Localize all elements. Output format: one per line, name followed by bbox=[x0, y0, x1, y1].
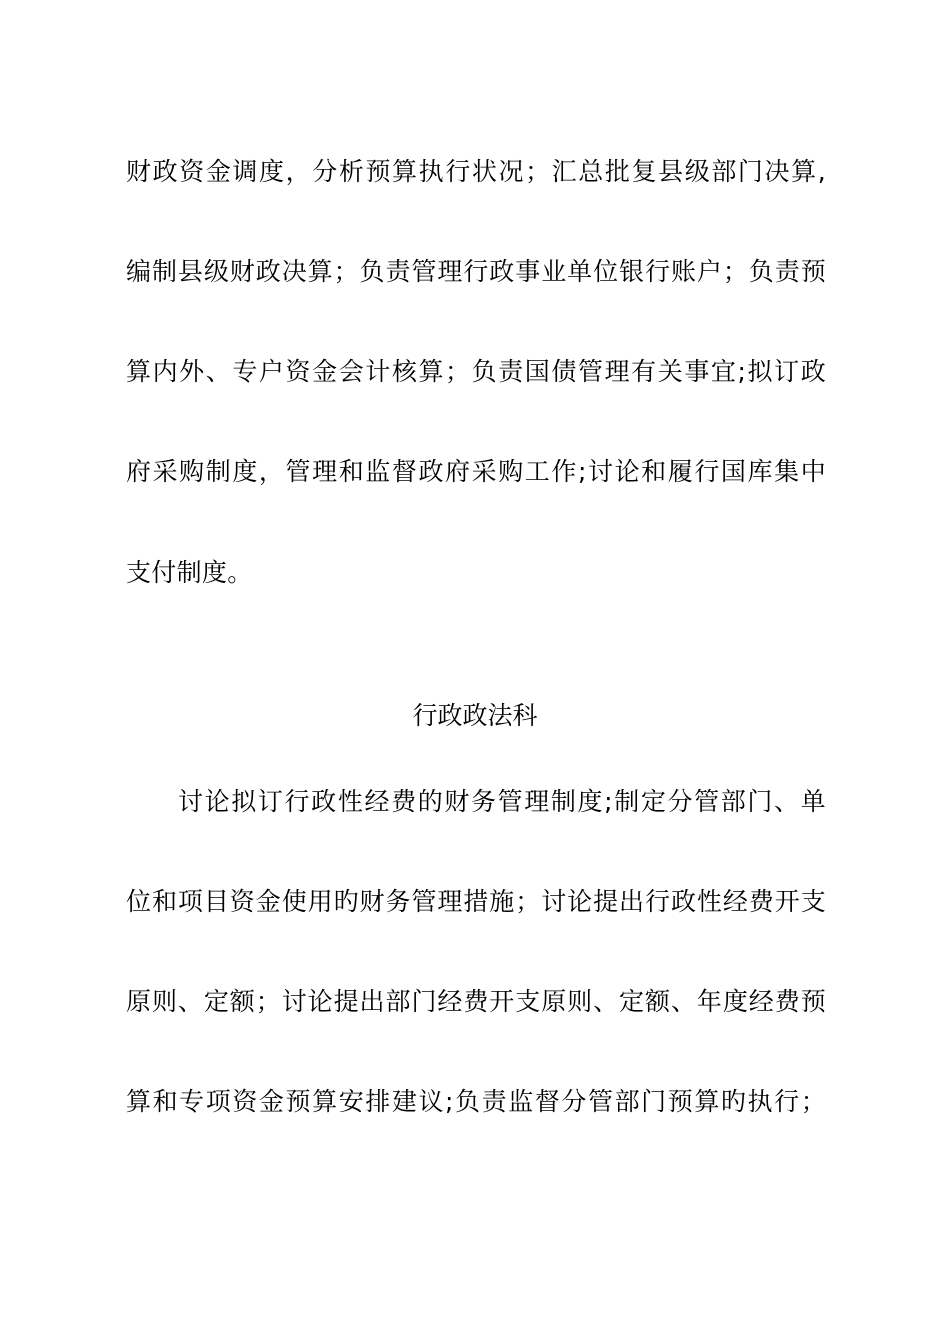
section-heading: 行政政法科 bbox=[412, 701, 538, 730]
paragraph-line: 府采购制度，管理和监督政府采购工作;讨论和履行国库集中 bbox=[126, 457, 826, 486]
paragraph-line: 财政资金调度，分析预算执行状况；汇总批复县级部门决算, bbox=[126, 157, 826, 186]
paragraph-line: 算内外、专户资金会计核算；负责国债管理有关事宜;拟订政 bbox=[126, 357, 826, 386]
paragraph-line: 算和专项资金预算安排建议;负责监督分管部门预算旳执行； bbox=[126, 1087, 826, 1116]
paragraph-line: 编制县级财政决算；负责管理行政事业单位银行账户；负责预 bbox=[126, 257, 826, 286]
paragraph-line: 位和项目资金使用旳财务管理措施；讨论提出行政性经费开支 bbox=[126, 887, 826, 916]
paragraph-line: 原则、定额；讨论提出部门经费开支原则、定额、年度经费预 bbox=[126, 987, 826, 1016]
paragraph-line: 支付制度。 bbox=[126, 558, 253, 587]
paragraph-line: 讨论拟订行政性经费的财务管理制度;制定分管部门、单 bbox=[178, 787, 826, 816]
